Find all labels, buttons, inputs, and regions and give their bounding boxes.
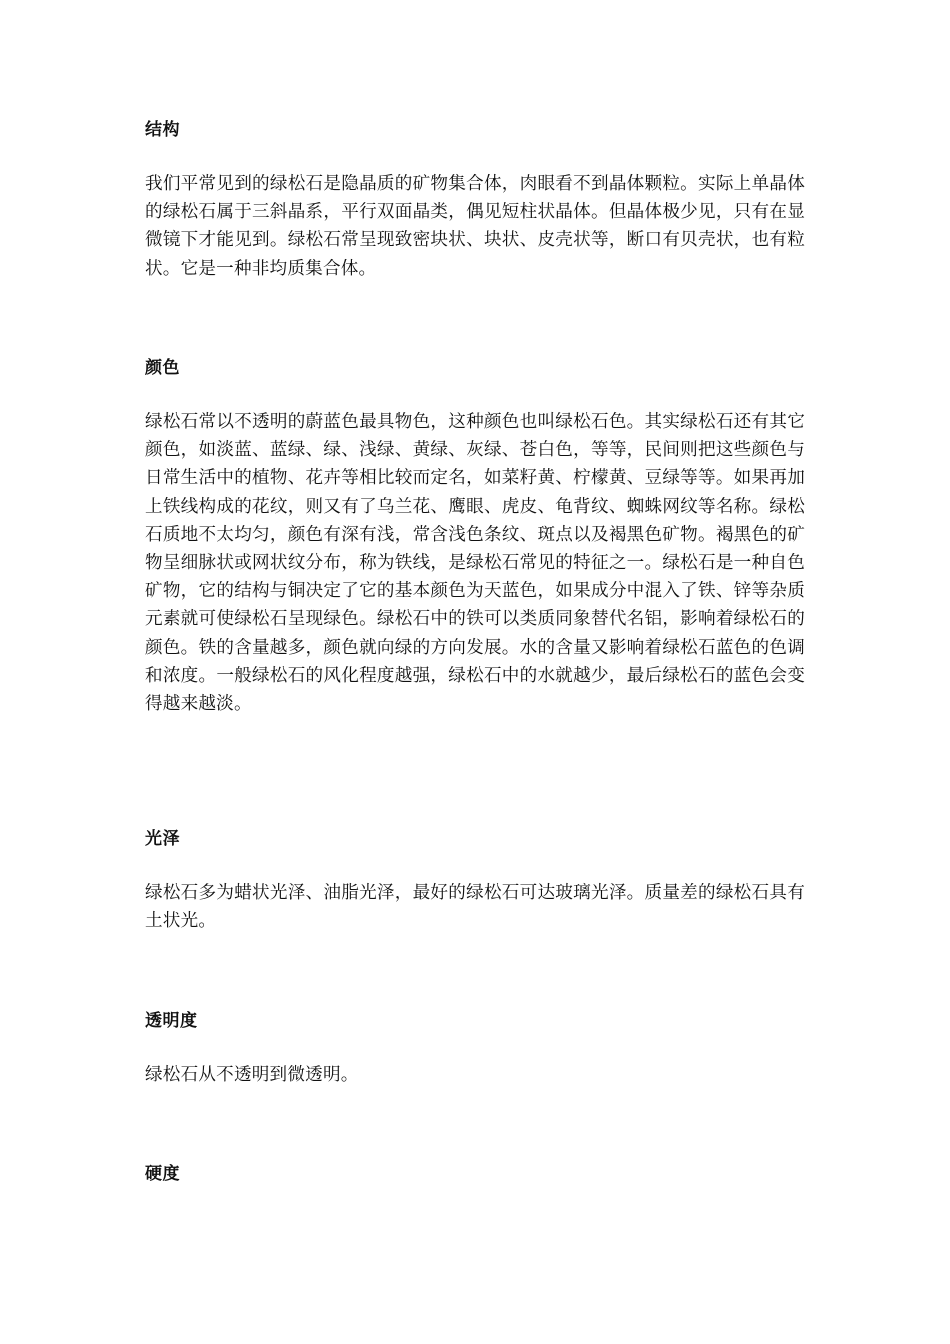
- section-transparency: [145, 1010, 805, 1089]
- section-paragraph: 绿松石从不透明到微透明。: [145, 1065, 359, 1085]
- section-color: [145, 357, 805, 718]
- section-structure: [145, 119, 805, 283]
- section-luster: [145, 828, 805, 935]
- section-heading: 颜色: [145, 358, 180, 378]
- section-heading: 结构: [145, 120, 180, 140]
- section-heading: 透明度: [145, 1011, 198, 1031]
- section-paragraph: 我们平常见到的绿松石是隐晶质的矿物集合体，肉眼看不到晶体颗粒。实际上单晶体的绿松石属于三斜晶系，平行双面晶类，偶见短柱状晶体。但晶体极少见，只有在显微镜下才能见到。绿松石常呈现致密块状、块状、皮壳状等，断口有贝壳状，也有粒状。它是一种非均质集合体。: [145, 174, 805, 279]
- section-paragraph: 绿松石多为蜡状光泽、油脂光泽，最好的绿松石可达玻璃光泽。质量差的绿松石具有土状光。: [145, 883, 805, 932]
- section-heading: 光泽: [145, 829, 180, 849]
- section-paragraph: 绿松石常以不透明的蔚蓝色最具物色，这种颜色也叫绿松石色。其实绿松石还有其它颜色，如淡蓝、蓝绿、绿、浅绿、黄绿、灰绿、苍白色，等等，民间则把这些颜色与日常生活中的植物、花卉等相比较而定名，如菜籽黄、柠檬黄、豆绿等等。如果再加上铁线构成的花纹，则又有了乌兰花、鹰眼、虎皮、龟背纹、蜘蛛网纹等名称。绿松石质地不太均匀，颜色有深有浅，常含浅色条纹、斑点以及褐黑色矿物。褐黑色的矿物呈细脉状或网状纹分布，称为铁线，是绿松石常见的特征之一。绿松石是一种自色矿物，它的结构与铜决定了它的基本颜色为天蓝色，如果成分中混入了铁、锌等杂质元素就可使绿松石呈现绿色。绿松石中的铁可以类质同象替代名铝，影响着绿松石的颜色。铁的含量越多，颜色就向绿的方向发展。水的含量又影响着绿松石蓝色的色调和浓度。一般绿松石的风化程度越强，绿松石中的水就越少，最后绿松石的蓝色会变得越来越淡。: [145, 412, 805, 715]
- section-heading: 硬度: [145, 1164, 180, 1184]
- section-hardness: [145, 1163, 805, 1185]
